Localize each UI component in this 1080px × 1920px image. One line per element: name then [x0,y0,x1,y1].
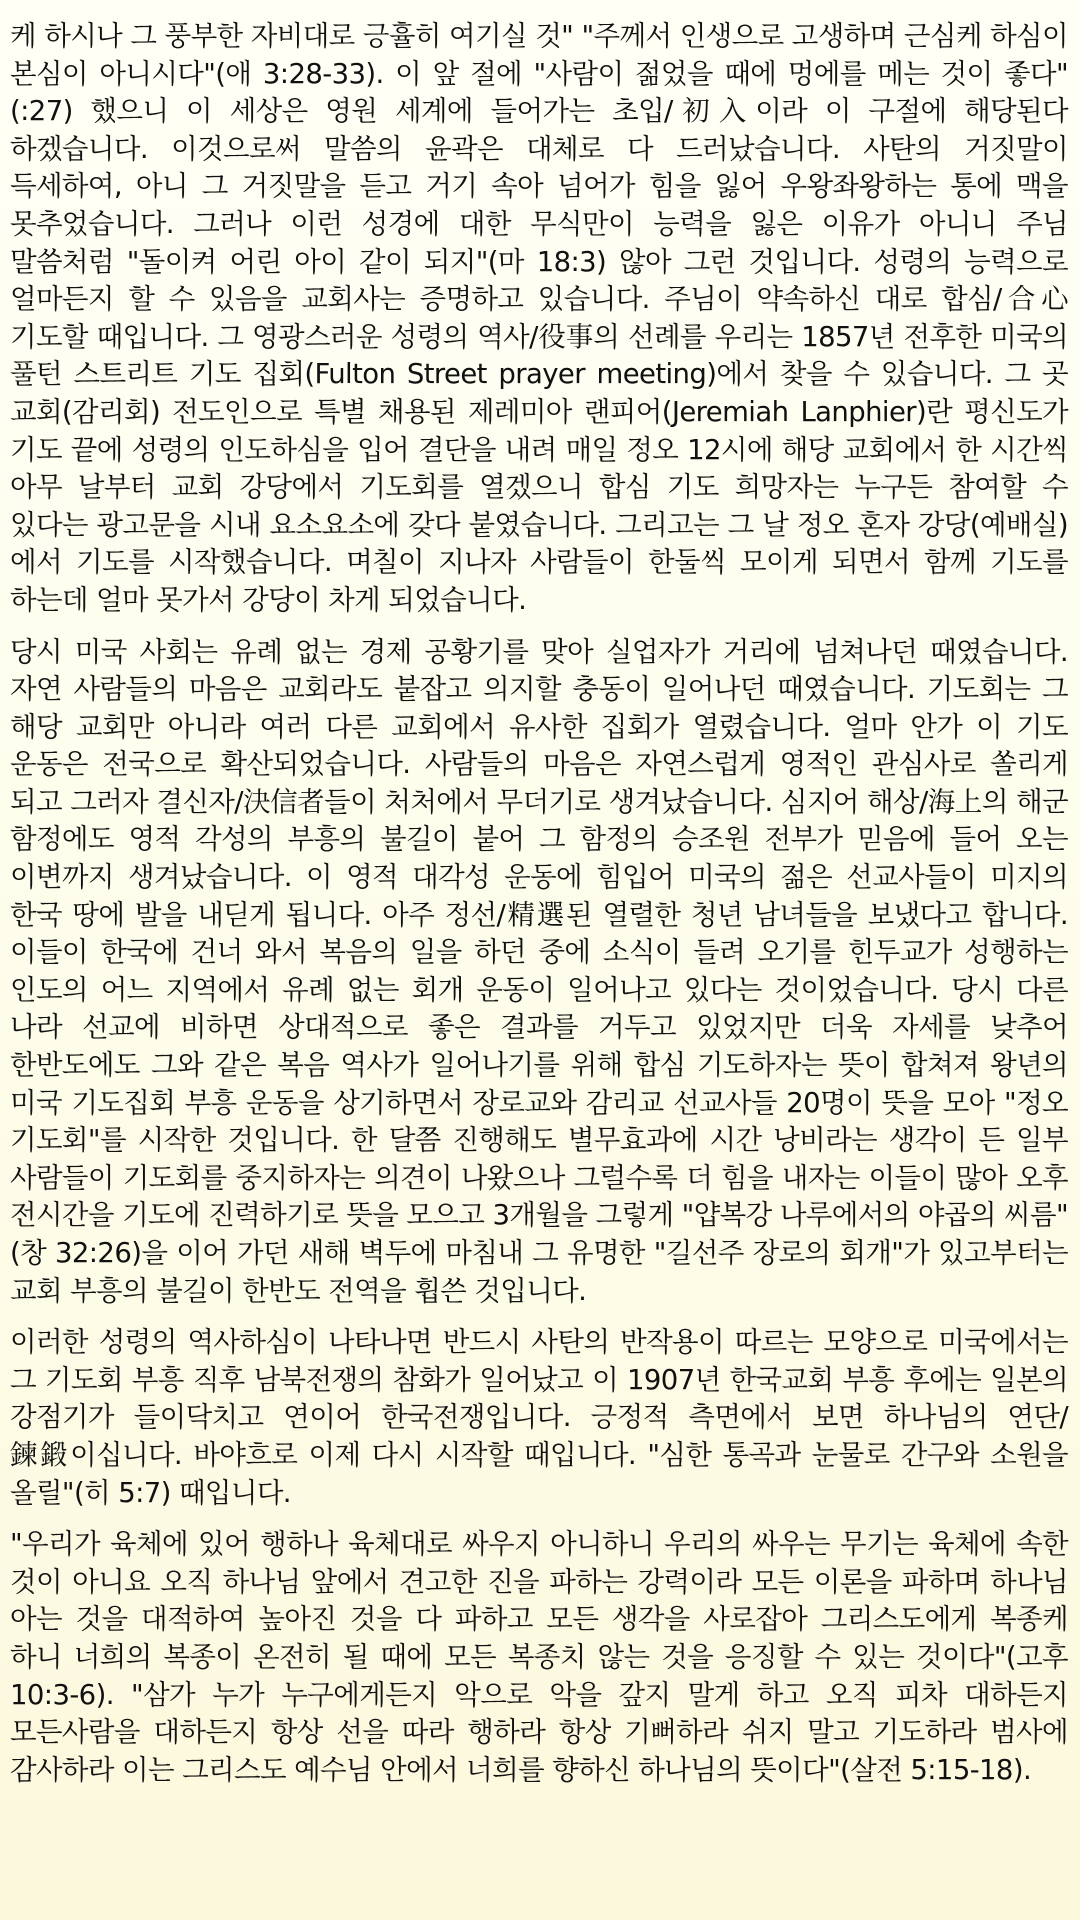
paragraph-1: 케 하시나 그 풍부한 자비대로 긍휼히 여기실 것" "주께서 인생으로 고생하며 근심케 하심이 본심이 아니시다"(애 3:28-33). 이 앞 절에 "사람이 젊었을 때에 멍에를 메는 것이 좋다"(:27) 했으니 이 세상은 영원 세계에 들어가는 초입/初入이라 이 구절에 해당된다 하겠습니다. 이것으로써 말씀의 윤곽은 대체로 다 드러났습니다. 사탄의 거짓말이 득세하여, 아니 그 거짓말을 듣고 거기 속아 넘어가 힘을 잃어 우왕좌왕하는 통에 맥을 못추었습니다. 그러나 이런 성경에 대한 무식만이 능력을 잃은 이유가 아니니 주님 말씀처럼 "돌이켜 어린 아이 같이 되지"(마 18:3) 않아 그런 것입니다. 성령의 능력으로 얼마든지 할 수 있음을 교회사는 증명하고 있습니다. 주님이 약속하신 대로 합심/合心 기도할 때입니다. 그 영광스러운 성령의 역사/役事의 선례를 우리는 1857년 전후한 미국의 풀턴 스트리트 기도 집회(Fulton Street prayer meeting)에서 찾을 수 있습니다. 그 곳 교회(감리회) 전도인으로 특별 채용된 제레미아 랜피어(Jeremiah Lanphier)란 평신도가 기도 끝에 성령의 인도하심을 입어 결단을 내려 매일 정오 12시에 해당 교회에서 한 시간씩 아무 날부터 교회 강당에서 기도회를 열겠으니 합심 기도 희망자는 누구든 참여할 수 있다는 광고문을 시내 요소요소에 갖다 붙였습니다. 그리고는 그 날 정오 혼자 강당(예배실)에서 기도를 시작했습니다. 며칠이 지나자 사람들이 한둘씩 모이게 되면서 함께 기도를 하는데 얼마 못가서 강당이 차게 되었습니다. [10,20,1068,616]
paragraph-4: "우리가 육체에 있어 행하나 육체대로 싸우지 아니하니 우리의 싸우는 무기는 육체에 속한 것이 아니요 오직 하나님 앞에서 견고한 진을 파하는 강력이라 모든 이론을 파하며 하나님 아는 것을 대적하여 높아진 것을 다 파하고 모든 생각을 사로잡아 그리스도에게 복종케 하니 너희의 복종이 온전히 될 때에 모든 복종치 않는 것을 응징할 수 있는 것이다"(고후 10:3-6). "삼가 누가 누구에게든지 악으로 악을 갚지 말게 하고 오직 피차 대하든지 모든사람을 대하든지 항상 선을 따라 행하라 항상 기뻐하라 쉬지 말고 기도하라 범사에 감사하라 이는 그리스도 예수님 안에서 너희를 향하신 하나님의 뜻이다"(살전 5:15-18). [10,1528,1068,1786]
paragraph-3: 이러한 성령의 역사하심이 나타나면 반드시 사탄의 반작용이 따르는 모양으로 미국에서는 그 기도회 부흥 직후 남북전쟁의 참화가 일어났고 이 1907년 한국교회 부흥 후에는 일본의 강점기가 들이닥치고 연이어 한국전쟁입니다. 긍정적 측면에서 보면 하나님의 연단/鍊鍛이십니다. 바야흐로 이제 다시 시작할 때입니다. "심한 통곡과 눈물로 간구와 소원을 올릴"(히 5:7) 때입니다. [10,1326,1068,1509]
paragraph-2: 당시 미국 사회는 유례 없는 경제 공황기를 맞아 실업자가 거리에 넘쳐나던 때였습니다. 자연 사람들의 마음은 교회라도 붙잡고 의지할 충동이 일어나던 때였습니다. 기도회는 그 해당 교회만 아니라 여러 다른 교회에서 유사한 집회가 열렸습니다. 얼마 안가 이 기도 운동은 전국으로 확산되었습니다. 사람들의 마음은 자연스럽게 영적인 관심사로 쏠리게 되고 그러자 결신자/決信者들이 처처에서 무더기로 생겨났습니다. 심지어 해상/海上의 해군 함정에도 영적 각성의 부흥의 불길이 붙어 그 함정의 승조원 전부가 믿음에 들어 오는 이변까지 생겨났습니다. 이 영적 대각성 운동에 힘입어 미국의 젊은 선교사들이 미지의 한국 땅에 발을 내딛게 됩니다. 아주 정선/精選된 열렬한 청년 남녀들을 보냈다고 합니다. 이들이 한국에 건너 와서 복음의 일을 하던 중에 소식이 들려 오기를 힌두교가 성행하는 인도의 어느 지역에서 유례 없는 회개 운동이 일어나고 있다는 것이었습니다. 당시 다른 나라 선교에 비하면 상대적으로 좋은 결과를 거두고 있었지만 더욱 자세를 낮추어 한반도에도 그와 같은 복음 역사가 일어나기를 위해 합심 기도하자는 뜻이 합쳐져 왕년의 미국 기도집회 부흥 운동을 상기하면서 장로교와 감리교 선교사들 20명이 뜻을 모아 "정오 기도회"를 시작한 것입니다. 한 달쯤 진행해도 별무효과에 시간 낭비라는 생각이 든 일부 사람들이 기도회를 중지하자는 의견이 나왔으나 그럴수록 더 힘을 내자는 이들이 많아 오후 전시간을 기도에 진력하기로 뜻을 모으고 3개월을 그렇게 "얍복강 나루에서의 야곱의 씨름"(창 32:26)을 이어 가던 새해 벽두에 마침내 그 유명한 "길선주 장로의 회개"가 있고부터는 교회 부흥의 불길이 한반도 전역을 휩쓴 것입니다. [10,635,1068,1307]
